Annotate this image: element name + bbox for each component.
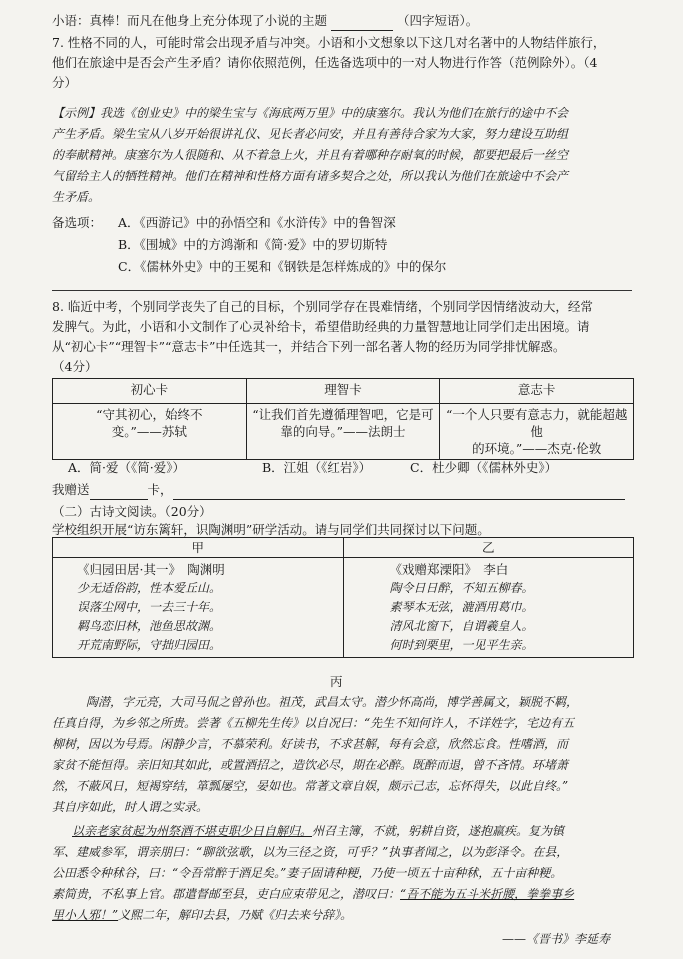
q7-example-2: 产生矛盾。梁生宝从八岁开始很讲礼仪、见长者必问安，并且有善待合家为大家，努力建设互助组 xyxy=(52,127,569,141)
poem-b-title: 《戏赠郑溧阳》 李白 xyxy=(389,562,509,577)
poem-a-title: 《归园田居·其一》 陶渊明 xyxy=(77,562,225,577)
prose-line: 里小人邪！”义熙二年，解印去县，乃赋《归去来兮辞》。 xyxy=(52,908,353,922)
q7-option-b: B．《围城》中的方鸿渐和《简·爱》中的罗切斯特 xyxy=(118,237,388,252)
prose-line: 然，不蔽风日，短褐穿结，箪瓢屡空，晏如也。常著文章自娱，颇示己志，忘怀得失，以此自终。” xyxy=(52,779,569,793)
header-line: 小语：真棒！而凡在他身上充分体现了小说的主题 （四字短语）。 xyxy=(52,12,478,31)
poem-a-line: 少无适俗韵，性本爱丘山。 xyxy=(77,581,222,595)
card-title-lizhi: 理智卡 xyxy=(246,379,440,404)
q8-answer-line: 我赠送 卡， xyxy=(52,481,625,500)
bing-label: 丙 xyxy=(330,674,343,689)
q7-example-4: 气留给主人的牺牲精神。他们在精神和性格方面有诸多契合之处，所以我认为他们在旅途中不会产 xyxy=(52,169,569,183)
poem-a-line: 开荒南野际，守拙归园田。 xyxy=(77,638,222,652)
q8-text-3: 从“初心卡”“理智卡”“意志卡”中任选其一，并结合下列一部名著人物的经历为同学排忧解惑。 xyxy=(52,339,566,354)
q8-text-1: 8. 临近中考，个别同学丧失了自己的目标，个别同学存在畏难情绪，个别同学因情绪波动大，经常 xyxy=(52,299,593,314)
card-quote-chuxin: “守其初心，始终不 变。”——苏轼 xyxy=(53,404,247,460)
prose-line: 军、建威参军，谓亲朋曰：“聊欲弦歌，以为三径之资，可乎？”执事者闻之，以为彭泽令。在县， xyxy=(52,845,569,859)
col-label-jia: 甲 xyxy=(53,538,344,558)
q7-text-1: 7. 性格不同的人，可能时常会出现矛盾与冲突。小语和小文想象以下这几对名著中的人物结伴旅行， xyxy=(52,35,606,50)
source-citation: ——《晋书》李延寿 xyxy=(502,932,611,946)
section2-intro: 学校组织开展“访东篱轩，识陶渊明”研学活动。请与同学们共同探讨以下问题。 xyxy=(52,522,490,537)
poem-table xyxy=(52,537,634,658)
answer-rule xyxy=(52,290,632,291)
prose-line: 其自序如此，时人谓之实录。 xyxy=(52,800,209,814)
prose-line: 任真自得，为乡邻之所贵。尝著《五柳先生传》以自况曰：“先生不知何许人，不详姓字，宅边有五 xyxy=(52,716,575,730)
q7-options-label: 备选项： xyxy=(52,215,103,230)
card-table xyxy=(52,378,634,460)
q7-option-c: C．《儒林外史》中的王冕和《钢铁是怎样炼成的》中的保尔 xyxy=(118,259,447,274)
q8-text-2: 发脾气。为此，小语和小文制作了心灵补给卡，希望借助经典的力量智慧地让同学们走出困境。请 xyxy=(52,319,590,334)
prose-line: 素简贵，不私事上官。郡遣督邮至县，吏白应束带见之，潜叹曰：“吾不能为五斗米折腰，拳拳事乡 xyxy=(52,887,575,901)
prose-line: 公田悉令种秫谷，曰：“令吾常醉于酒足矣。”妻子固请种粳，乃使一顷五十亩种秫，五十亩种粳。 xyxy=(52,866,563,880)
q7-example-5: 生矛盾。 xyxy=(52,190,101,204)
card-answer-blank[interactable] xyxy=(90,481,148,500)
q7-option-a: A．《西游记》中的孙悟空和《水浒传》中的鲁智深 xyxy=(118,215,396,230)
q8-text-4: （4分） xyxy=(52,359,98,374)
prose-line-underlined: 以亲老家贫起为州祭酒不堪吏职少日自解归。州召主簿，不就，躬耕自资，遂抱羸疾。复为镇 xyxy=(72,824,565,838)
section2-heading: （二）古诗文阅读。（20分） xyxy=(52,504,212,519)
poem-b xyxy=(343,558,634,658)
card-title-chuxin: 初心卡 xyxy=(53,379,247,404)
prose-line: 柳树，因以为号焉。闲静少言，不慕荣利。好读书，不求甚解，每有会意，欣然忘食。性嗜酒，而 xyxy=(52,737,569,751)
poem-b-line: 何时到栗里，一见平生亲。 xyxy=(389,638,534,652)
poem-a xyxy=(53,558,344,658)
poem-a-line: 误落尘网中，一去三十年。 xyxy=(77,600,222,614)
q7-example-1: 【示例】我选《创业史》中的梁生宝与《海底两万里》中的康塞尔。我认为他们在旅行的途中不会 xyxy=(52,106,569,120)
blank-answer[interactable] xyxy=(331,12,393,31)
reason-answer-blank[interactable] xyxy=(173,481,625,500)
q8-choice-a: A．简·爱（《简·爱》） xyxy=(68,460,185,475)
prose-line: 家贫不能恒得。亲旧知其如此，或置酒招之，造饮必尽，期在必醉。既醉而退，曾不吝情。环堵萧 xyxy=(52,758,569,772)
poem-a-line: 羁鸟恋旧林，池鱼思故渊。 xyxy=(77,619,222,633)
prose-line: 陶潜，字元亮，大司马侃之曾孙也。祖茂，武昌太守。潜少怀高尚，博学善属文，颖脱不羁， xyxy=(86,695,579,709)
col-label-yi: 乙 xyxy=(343,538,634,558)
card-quote-yizhi: “一个人只要有意志力，就能超越他 的环境。”——杰克·伦敦 xyxy=(440,404,634,460)
poem-b-line: 陶令日日醉，不知五柳春。 xyxy=(389,581,534,595)
q8-choice-b: B．江姐（《红岩》） xyxy=(262,460,372,475)
q7-text-2: 他们在旅途中是否会产生矛盾？请你依照范例，任选备选项中的一对人物进行作答（范例除外）。（4 xyxy=(52,55,598,70)
q7-text-3: 分） xyxy=(52,75,78,90)
poem-b-line: 清风北窗下，自谓羲皇人。 xyxy=(389,619,534,633)
poem-b-line: 素琴本无弦，漉酒用葛巾。 xyxy=(389,600,534,614)
card-quote-lizhi: “让我们首先遵循理智吧，它是可 靠的向导。”——法朗士 xyxy=(246,404,440,460)
q8-choice-c: C．杜少卿（《儒林外史》） xyxy=(410,460,558,475)
q7-example-3: 的奉献精神。康塞尔为人很随和、从不着急上火，并且有着哪种存耐氧的时候，都要把最后一丝空 xyxy=(52,148,569,162)
card-title-yizhi: 意志卡 xyxy=(440,379,634,404)
